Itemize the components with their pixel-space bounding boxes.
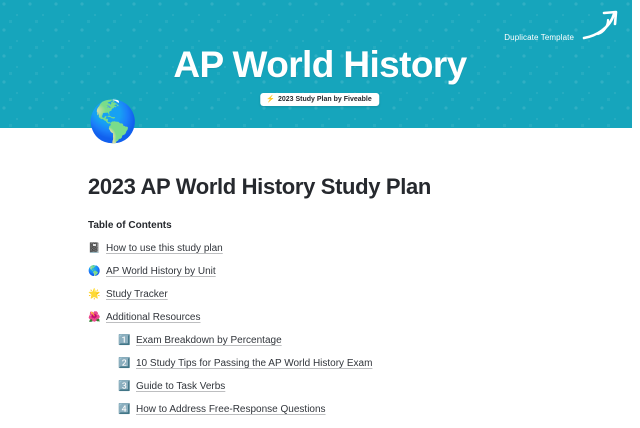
- cover-title: AP World History: [173, 44, 467, 85]
- page-title: 2023 AP World History Study Plan: [88, 174, 431, 199]
- star-icon: 🌟: [88, 289, 101, 300]
- toc-item-label[interactable]: AP World History by Unit: [106, 266, 216, 277]
- duplicate-template-link[interactable]: Duplicate Template: [504, 33, 574, 42]
- notebook-icon: 📓: [88, 243, 101, 254]
- toc-item-how-to-use[interactable]: [88, 244, 552, 254]
- number-one-icon: 1️⃣: [118, 335, 131, 346]
- flower-icon: 🌺: [88, 312, 101, 323]
- table-of-contents-heading: Table of Contents: [88, 220, 172, 231]
- toc-item-task-verbs[interactable]: [118, 382, 552, 392]
- toc-item-label[interactable]: Guide to Task Verbs: [136, 381, 226, 392]
- fiveable-swoosh-icon[interactable]: [580, 8, 622, 42]
- toc-item-free-response[interactable]: [118, 405, 552, 415]
- toc-item-study-tips[interactable]: [118, 359, 552, 369]
- globe-icon: 🌎: [88, 266, 101, 277]
- toc-item-label[interactable]: Study Tracker: [106, 289, 168, 300]
- number-four-icon: 4️⃣: [118, 404, 131, 415]
- study-plan-badge-label: 2023 Study Plan by Fiveable: [277, 96, 372, 103]
- scroll-gutter[interactable]: [632, 0, 640, 400]
- page-body: [0, 128, 640, 428]
- toc-item-exam-breakdown[interactable]: [118, 336, 552, 346]
- toc-item-by-unit[interactable]: [88, 267, 552, 277]
- study-plan-badge: [260, 93, 379, 106]
- toc-item-label[interactable]: Exam Breakdown by Percentage: [136, 335, 282, 346]
- number-two-icon: 2️⃣: [118, 358, 131, 369]
- lightning-icon: ⚡: [266, 96, 275, 103]
- toc-item-label[interactable]: How to use this study plan: [106, 243, 223, 254]
- toc-item-additional-resources[interactable]: [88, 313, 552, 323]
- number-three-icon: 3️⃣: [118, 381, 131, 392]
- toc-item-label[interactable]: Additional Resources: [106, 312, 201, 323]
- page-icon[interactable]: 🌎: [88, 100, 138, 144]
- toc-item-label[interactable]: 10 Study Tips for Passing the AP World History Exam: [136, 358, 373, 369]
- toc-item-label[interactable]: How to Address Free-Response Questions: [136, 404, 326, 415]
- toc-item-study-tracker[interactable]: [88, 290, 552, 300]
